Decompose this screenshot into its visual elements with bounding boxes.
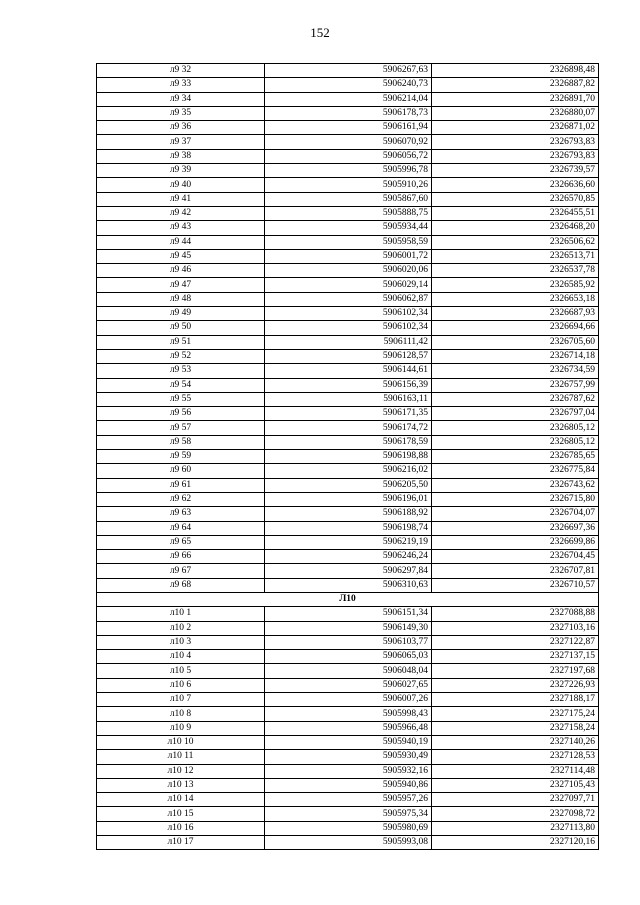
y-coordinate: 2326793,83 — [432, 149, 599, 163]
point-label: л10 10 — [97, 735, 265, 749]
y-coordinate: 2327175,24 — [432, 707, 599, 721]
x-coordinate: 5906128,57 — [265, 349, 432, 363]
x-coordinate: 5905932,16 — [265, 764, 432, 778]
point-label: л9 55 — [97, 392, 265, 406]
point-label: л9 67 — [97, 564, 265, 578]
point-label: л9 40 — [97, 178, 265, 192]
y-coordinate: 2326898,48 — [432, 64, 599, 78]
point-label: л10 2 — [97, 621, 265, 635]
point-label: л9 47 — [97, 278, 265, 292]
x-coordinate: 5906149,30 — [265, 621, 432, 635]
x-coordinate: 5906198,88 — [265, 450, 432, 464]
x-coordinate: 5906070,92 — [265, 135, 432, 149]
table-row — [97, 321, 599, 335]
x-coordinate: 5905940,86 — [265, 778, 432, 792]
y-coordinate: 2326793,83 — [432, 135, 599, 149]
table-row — [97, 135, 599, 149]
table-row — [97, 164, 599, 178]
point-label: л9 52 — [97, 349, 265, 363]
x-coordinate: 5906056,72 — [265, 149, 432, 163]
table-row — [97, 78, 599, 92]
x-coordinate: 5906178,59 — [265, 435, 432, 449]
point-label: л9 61 — [97, 478, 265, 492]
point-label: л9 56 — [97, 407, 265, 421]
y-coordinate: 2327105,43 — [432, 778, 599, 792]
point-label: л9 43 — [97, 221, 265, 235]
y-coordinate: 2326757,99 — [432, 378, 599, 392]
point-label: л9 33 — [97, 78, 265, 92]
x-coordinate: 5905996,78 — [265, 164, 432, 178]
point-label: л10 1 — [97, 607, 265, 621]
point-label: л10 5 — [97, 664, 265, 678]
x-coordinate: 5906198,74 — [265, 521, 432, 535]
point-label: л9 42 — [97, 206, 265, 220]
y-coordinate: 2326805,12 — [432, 421, 599, 435]
table-row — [97, 535, 599, 549]
point-label: л10 11 — [97, 750, 265, 764]
point-label: л9 32 — [97, 64, 265, 78]
point-label: л9 48 — [97, 292, 265, 306]
table-row — [97, 149, 599, 163]
point-label: л10 12 — [97, 764, 265, 778]
x-coordinate: 5906029,14 — [265, 278, 432, 292]
x-coordinate: 5905940,19 — [265, 735, 432, 749]
table-row — [97, 407, 599, 421]
table-row — [97, 578, 599, 592]
table-row — [97, 621, 599, 635]
point-label: л9 60 — [97, 464, 265, 478]
table-row — [97, 192, 599, 206]
table-row — [97, 750, 599, 764]
x-coordinate: 5905930,49 — [265, 750, 432, 764]
y-coordinate: 2327120,16 — [432, 836, 599, 850]
x-coordinate: 5906188,92 — [265, 507, 432, 521]
table-row — [97, 178, 599, 192]
point-label: л9 34 — [97, 92, 265, 106]
table-row — [97, 778, 599, 792]
x-coordinate: 5906205,50 — [265, 478, 432, 492]
x-coordinate: 5906163,11 — [265, 392, 432, 406]
point-label: л9 63 — [97, 507, 265, 521]
table-row — [97, 735, 599, 749]
point-label: л9 53 — [97, 364, 265, 378]
x-coordinate: 5906219,19 — [265, 535, 432, 549]
table-row — [97, 349, 599, 363]
x-coordinate: 5906156,39 — [265, 378, 432, 392]
table-row — [97, 764, 599, 778]
section-header-row — [97, 592, 599, 606]
x-coordinate: 5906171,35 — [265, 407, 432, 421]
table-row — [97, 121, 599, 135]
table-row — [97, 821, 599, 835]
x-coordinate: 5906214,04 — [265, 92, 432, 106]
x-coordinate: 5905975,34 — [265, 807, 432, 821]
point-label: л9 57 — [97, 421, 265, 435]
y-coordinate: 2326537,78 — [432, 264, 599, 278]
x-coordinate: 5905910,26 — [265, 178, 432, 192]
y-coordinate: 2327122,87 — [432, 635, 599, 649]
point-label: л9 51 — [97, 335, 265, 349]
y-coordinate: 2326715,80 — [432, 492, 599, 506]
table-row — [97, 707, 599, 721]
point-label: л9 64 — [97, 521, 265, 535]
coordinates-table — [96, 63, 599, 850]
x-coordinate: 5906048,04 — [265, 664, 432, 678]
section-l10 — [97, 592, 599, 606]
y-coordinate: 2327103,16 — [432, 621, 599, 635]
table-row — [97, 264, 599, 278]
table-row — [97, 550, 599, 564]
x-coordinate: 5906020,06 — [265, 264, 432, 278]
table-row — [97, 693, 599, 707]
table-row — [97, 249, 599, 263]
x-coordinate: 5905980,69 — [265, 821, 432, 835]
table-row — [97, 392, 599, 406]
point-label: л10 7 — [97, 693, 265, 707]
y-coordinate: 2326775,84 — [432, 464, 599, 478]
x-coordinate: 5906178,73 — [265, 106, 432, 120]
point-label: л10 6 — [97, 678, 265, 692]
point-label: л10 17 — [97, 836, 265, 850]
y-coordinate: 2327097,71 — [432, 793, 599, 807]
y-coordinate: 2326697,36 — [432, 521, 599, 535]
x-coordinate: 5906001,72 — [265, 249, 432, 263]
y-coordinate: 2326787,62 — [432, 392, 599, 406]
y-coordinate: 2326871,02 — [432, 121, 599, 135]
table-row — [97, 650, 599, 664]
table-row — [97, 221, 599, 235]
x-coordinate: 5906267,63 — [265, 64, 432, 78]
y-coordinate: 2326805,12 — [432, 435, 599, 449]
y-coordinate: 2326704,07 — [432, 507, 599, 521]
y-coordinate: 2326797,04 — [432, 407, 599, 421]
point-label: л9 44 — [97, 235, 265, 249]
y-coordinate: 2327140,26 — [432, 735, 599, 749]
x-coordinate: 5906297,84 — [265, 564, 432, 578]
point-label: л9 62 — [97, 492, 265, 506]
table-row — [97, 478, 599, 492]
x-coordinate: 5905957,26 — [265, 793, 432, 807]
point-label: л10 13 — [97, 778, 265, 792]
x-coordinate: 5906151,34 — [265, 607, 432, 621]
y-coordinate: 2327226,93 — [432, 678, 599, 692]
x-coordinate: 5905934,44 — [265, 221, 432, 235]
y-coordinate: 2326653,18 — [432, 292, 599, 306]
y-coordinate: 2327098,72 — [432, 807, 599, 821]
x-coordinate: 5906196,01 — [265, 492, 432, 506]
y-coordinate: 2326585,92 — [432, 278, 599, 292]
point-label: л10 9 — [97, 721, 265, 735]
y-coordinate: 2326705,60 — [432, 335, 599, 349]
x-coordinate: 5906161,94 — [265, 121, 432, 135]
table-row — [97, 521, 599, 535]
table-row — [97, 507, 599, 521]
section-title: Л10 — [97, 592, 599, 606]
y-coordinate: 2326714,18 — [432, 349, 599, 363]
y-coordinate: 2326734,59 — [432, 364, 599, 378]
y-coordinate: 2327128,53 — [432, 750, 599, 764]
y-coordinate: 2327197,68 — [432, 664, 599, 678]
x-coordinate: 5906246,24 — [265, 550, 432, 564]
table-row — [97, 292, 599, 306]
y-coordinate: 2326694,66 — [432, 321, 599, 335]
table-row — [97, 807, 599, 821]
point-label: л9 38 — [97, 149, 265, 163]
group-l10 — [97, 607, 599, 850]
table-row — [97, 307, 599, 321]
table-row — [97, 378, 599, 392]
y-coordinate: 2326710,57 — [432, 578, 599, 592]
y-coordinate: 2326636,60 — [432, 178, 599, 192]
y-coordinate: 2326455,51 — [432, 206, 599, 220]
point-label: л9 46 — [97, 264, 265, 278]
y-coordinate: 2327113,80 — [432, 821, 599, 835]
point-label: л10 14 — [97, 793, 265, 807]
y-coordinate: 2326707,81 — [432, 564, 599, 578]
table-row — [97, 464, 599, 478]
y-coordinate: 2326739,57 — [432, 164, 599, 178]
y-coordinate: 2326570,85 — [432, 192, 599, 206]
y-coordinate: 2326704,45 — [432, 550, 599, 564]
x-coordinate: 5906174,72 — [265, 421, 432, 435]
x-coordinate: 5905958,59 — [265, 235, 432, 249]
x-coordinate: 5906310,63 — [265, 578, 432, 592]
point-label: л9 50 — [97, 321, 265, 335]
table-row — [97, 64, 599, 78]
point-label: л10 15 — [97, 807, 265, 821]
point-label: л9 45 — [97, 249, 265, 263]
table-row — [97, 278, 599, 292]
table-row — [97, 106, 599, 120]
x-coordinate: 5906240,73 — [265, 78, 432, 92]
x-coordinate: 5906007,26 — [265, 693, 432, 707]
table-row — [97, 678, 599, 692]
y-coordinate: 2327114,48 — [432, 764, 599, 778]
table-row — [97, 664, 599, 678]
x-coordinate: 5906102,34 — [265, 307, 432, 321]
table-row — [97, 92, 599, 106]
y-coordinate: 2326880,07 — [432, 106, 599, 120]
x-coordinate: 5906102,34 — [265, 321, 432, 335]
table-row — [97, 435, 599, 449]
x-coordinate: 5906144,61 — [265, 364, 432, 378]
y-coordinate: 2326887,82 — [432, 78, 599, 92]
x-coordinate: 5906065,03 — [265, 650, 432, 664]
y-coordinate: 2327188,17 — [432, 693, 599, 707]
point-label: л9 66 — [97, 550, 265, 564]
y-coordinate: 2327158,24 — [432, 721, 599, 735]
table-row — [97, 335, 599, 349]
y-coordinate: 2326468,20 — [432, 221, 599, 235]
point-label: л9 36 — [97, 121, 265, 135]
x-coordinate: 5905998,43 — [265, 707, 432, 721]
y-coordinate: 2326743,62 — [432, 478, 599, 492]
table-row — [97, 635, 599, 649]
x-coordinate: 5906111,42 — [265, 335, 432, 349]
point-label: л10 8 — [97, 707, 265, 721]
point-label: л9 49 — [97, 307, 265, 321]
point-label: л9 54 — [97, 378, 265, 392]
y-coordinate: 2326891,70 — [432, 92, 599, 106]
table-row — [97, 793, 599, 807]
point-label: л10 3 — [97, 635, 265, 649]
y-coordinate: 2327088,88 — [432, 607, 599, 621]
y-coordinate: 2326785,65 — [432, 450, 599, 464]
point-label: л9 37 — [97, 135, 265, 149]
point-label: л9 41 — [97, 192, 265, 206]
x-coordinate: 5905966,48 — [265, 721, 432, 735]
table-row — [97, 564, 599, 578]
table-row — [97, 235, 599, 249]
page-number: 152 — [310, 25, 330, 40]
table-row — [97, 206, 599, 220]
table-row — [97, 721, 599, 735]
y-coordinate: 2326687,93 — [432, 307, 599, 321]
x-coordinate: 5906103,77 — [265, 635, 432, 649]
point-label: л9 35 — [97, 106, 265, 120]
point-label: л9 59 — [97, 450, 265, 464]
x-coordinate: 5906027,65 — [265, 678, 432, 692]
x-coordinate: 5905867,60 — [265, 192, 432, 206]
y-coordinate: 2326513,71 — [432, 249, 599, 263]
x-coordinate: 5906062,87 — [265, 292, 432, 306]
y-coordinate: 2326506,62 — [432, 235, 599, 249]
y-coordinate: 2326699,86 — [432, 535, 599, 549]
table-row — [97, 364, 599, 378]
x-coordinate: 5905888,75 — [265, 206, 432, 220]
x-coordinate: 5905993,08 — [265, 836, 432, 850]
table-row — [97, 492, 599, 506]
table-row — [97, 421, 599, 435]
point-label: л9 58 — [97, 435, 265, 449]
y-coordinate: 2327137,15 — [432, 650, 599, 664]
x-coordinate: 5906216,02 — [265, 464, 432, 478]
point-label: л10 4 — [97, 650, 265, 664]
table-row — [97, 607, 599, 621]
table-row — [97, 836, 599, 850]
point-label: л9 68 — [97, 578, 265, 592]
point-label: л10 16 — [97, 821, 265, 835]
table-row — [97, 450, 599, 464]
point-label: л9 65 — [97, 535, 265, 549]
group-l9 — [97, 64, 599, 593]
point-label: л9 39 — [97, 164, 265, 178]
